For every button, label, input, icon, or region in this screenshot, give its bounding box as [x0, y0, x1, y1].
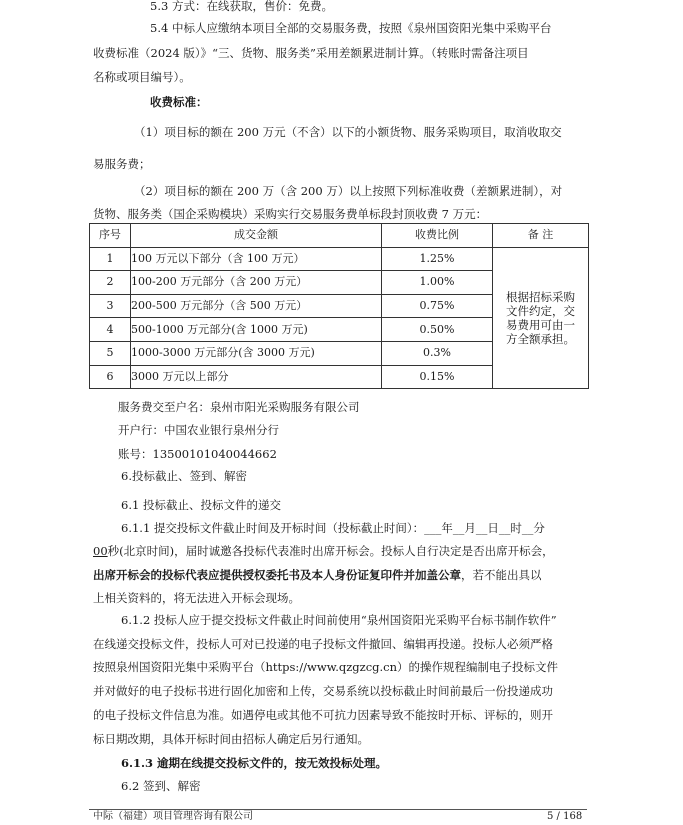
row-no: 3: [90, 294, 131, 318]
row-amount: 200-500 万元部分（含 500 万元）: [131, 294, 382, 318]
account-number: 账号：13500101040044662: [118, 447, 277, 461]
text-run: 6.1.1 提交投标文件截止时间及开标时间（投标截止时间）：: [121, 521, 425, 535]
text-run: ，若不能出具以: [461, 568, 542, 582]
note-line: 方全额承担。: [506, 331, 575, 346]
paragraph-5-3: 5.3 方式：在线获取，售价：免费。: [150, 0, 333, 13]
account-bank: 开户行：中国农业银行泉州分行: [118, 423, 279, 437]
fee-standard-heading: 收费标准：: [150, 95, 208, 109]
text-line: 名称或项目编号）。: [93, 70, 191, 84]
text-line: [121, 520, 545, 536]
text-line: 在线递交投标文件，投标人可对已投递的电子投标文件撤回、编辑再投递。投标人必须严格: [93, 637, 553, 651]
fee-table-header-row: [90, 224, 589, 248]
row-amount: 100 万元以下部分（含 100 万元）: [131, 247, 382, 271]
text-line: 收费标准（2024 版）》“三、货物、服务类”采用差额累进制计算。（转账时需备注项目: [93, 46, 529, 60]
header-note: 备 注: [493, 224, 589, 248]
blank-month: __: [452, 521, 465, 535]
row-amount: 500-1000 万元部分(含 1000 万元): [131, 318, 382, 342]
note-line: 根据招标采购: [506, 289, 575, 304]
text-run: 月: [464, 521, 476, 535]
row-no: 2: [90, 271, 131, 295]
row-no: 1: [90, 247, 131, 271]
text-run: 秒(北京时间)，届时诚邀各投标代表准时出席开标会。投标人自行决定是否出席开标会，: [107, 544, 554, 558]
text-line: 5.4 中标人应缴纳本项目全部的交易服务费，按照《泉州国资阳光集中采购平台: [150, 21, 552, 35]
text-line: 并对做好的电子投标书进行固化加密和上传，交易系统以投标截止时间前最后一份投递成功: [93, 684, 553, 698]
text-line: 上相关资料的，将无法进入开标会现场。: [93, 591, 300, 605]
note-line: 易费用可由一: [506, 317, 575, 332]
row-no: 4: [90, 318, 131, 342]
row-rate: 0.15%: [382, 365, 493, 389]
text-line: （1）项目标的额在 200 万元（不含）以下的小额货物、服务采购项目，取消收取交: [134, 125, 562, 139]
text-line: 易服务费；: [93, 157, 151, 171]
text-run: 日: [487, 521, 499, 535]
row-rate: 1.25%: [382, 247, 493, 271]
text-line: 按照泉州国资阳光集中采购平台（https://www.qzgzcg.cn）的操作规程编制电子投标文件: [93, 660, 558, 674]
section-6-1-title: 6.1 投标截止、投标文件的递交: [121, 498, 281, 512]
fee-table: [89, 223, 589, 389]
text-line: （2）项目标的额在 200 万（含 200 万）以上按照下列标准收费（差额累进制），对: [134, 184, 563, 198]
row-rate: 0.75%: [382, 294, 493, 318]
row-amount: 1000-3000 万元部分(含 3000 万元): [131, 341, 382, 365]
text-line: 的电子投标文件信息为准。如遇停电或其他不可抗力因素导致不能按时开标、评标的，则开: [93, 708, 553, 722]
fee-table-note: [493, 247, 589, 389]
footer-company: 中际（福建）项目管理咨询有限公司: [93, 811, 253, 822]
row-rate: 1.00%: [382, 271, 493, 295]
header-amount: 成交金额: [131, 224, 382, 248]
row-no: 6: [90, 365, 131, 389]
row-amount: 100-200 万元部分（含 200 万元）: [131, 271, 382, 295]
text-line: 标日期改期，具体开标时间由招标人确定后另行通知。: [93, 732, 369, 746]
text-line: 货物、服务类（国企采购模块）采购实行交易服务费单标段封顶收费 7 万元：: [93, 207, 488, 221]
text-line: 6.1.2 投标人应于提交投标文件截止时间前使用“泉州国资阳光采购平台标书制作软件”: [121, 613, 557, 627]
text-run-bold: 出席开标会的投标代表应提供授权委托书及本人身份证复印件并加盖公章: [93, 568, 461, 582]
row-rate: 0.50%: [382, 318, 493, 342]
table-row: [90, 247, 589, 271]
note-line: 文件约定，交: [506, 303, 575, 318]
blank-minute: __: [521, 521, 534, 535]
seconds-value: 00: [93, 544, 108, 558]
footer-divider: [89, 809, 587, 810]
text-run: 时: [510, 521, 522, 535]
account-payee: 服务费交至户名：泉州市阳光采购服务有限公司: [118, 400, 360, 414]
header-rate: 收费比例: [382, 224, 493, 248]
text-line: [93, 567, 542, 583]
section-6-2-title: 6.2 签到、解密: [121, 779, 201, 793]
row-no: 5: [90, 341, 131, 365]
blank-day: __: [475, 521, 488, 535]
paragraph-6-1-3: 6.1.3 逾期在线提交投标文件的，按无效投标处理。: [121, 756, 388, 770]
blank-hour: __: [498, 521, 511, 535]
blank-year: ___: [424, 521, 442, 535]
text-line: [93, 543, 554, 559]
text-run: 分: [533, 521, 545, 535]
row-amount: 3000 万元以上部分: [131, 365, 382, 389]
row-rate: 0.3%: [382, 341, 493, 365]
page-number: 5 / 168: [547, 811, 583, 822]
text-run: 年: [441, 521, 453, 535]
section-6-title: 6.投标截止、签到、解密: [121, 469, 247, 483]
header-no: 序号: [90, 224, 131, 248]
